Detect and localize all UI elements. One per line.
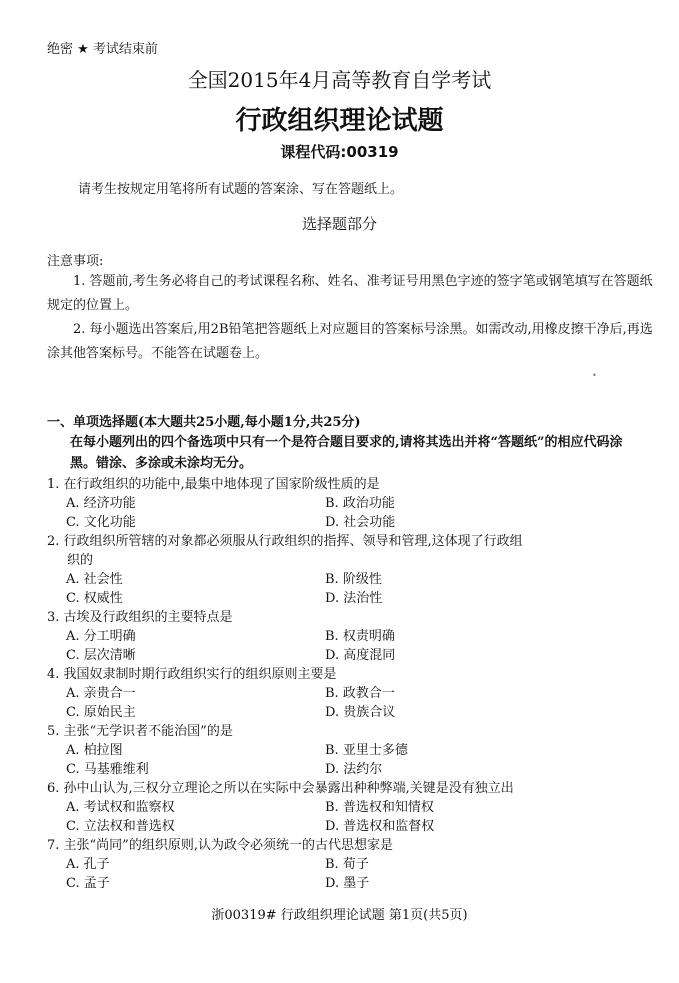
option-a: A. 考试权和监察权 [66,800,175,815]
option-d: D. 法约尔 [325,762,383,777]
notice-item: 2. 每小题选出答案后,用2B铅笔把答题纸上对应题目的答案标号涂黑。如需改动,用橡皮擦干净后,再选涂其他答案标号。不能答在试题卷上。 [47,322,653,361]
option-d: D. 社会功能 [325,515,396,530]
option-c: C. 权威性 [66,591,123,606]
page-footer: 浙00319# 行政组织理论试题 第1页(共5页) [211,908,468,923]
option-a: A. 柏拉图 [66,743,123,758]
option-b: B. 亚里士多德 [325,743,408,758]
option-c: C. 马基雅维利 [66,762,149,777]
question-stem: 1. 在行政组织的功能中,最集中地体现了国家阶级性质的是 [47,477,380,492]
option-c: C. 孟子 [66,876,110,891]
option-c: C. 文化功能 [66,515,136,530]
option-b: B. 政治功能 [325,496,395,511]
option-b: B. 权责明确 [325,629,395,644]
question-stem: 6. 孙中山认为,三权分立理论之所以在实际中会暴露出种种弊端,关键是没有独立出 [47,781,514,796]
question-stem: 4. 我国奴隶制时期行政组织实行的组织原则主要是 [47,667,337,682]
option-d: D. 贵族合议 [325,705,396,720]
option-d: D. 普选权和监督权 [325,819,435,834]
section-directions: 在每小题列出的四个备选项中只有一个是符合题目要求的,请将其选出并将“答题纸”的相应代码涂黑。错涂、多涂或未涂均无分。 [70,435,623,471]
option-d: D. 墨子 [325,876,370,891]
option-a: A. 分工明确 [66,629,136,644]
option-b: B. 荀子 [325,857,369,872]
subject-title: 行政组织理论试题 [235,106,444,136]
option-d: D. 法治性 [325,591,383,606]
notice-heading: 注意事项: [47,254,104,269]
exam-title: 全国2015年4月高等教育自学考试 [187,68,492,92]
option-c: C. 层次清晰 [66,648,136,663]
question-stem: 7. 主张“尚同”的组织原则,认为政令必须统一的古代思想家是 [47,838,393,853]
option-a: A. 孔子 [66,857,110,872]
instruction-text: 请考生按规定用笔将所有试题的答案涂、写在答题纸上。 [78,182,404,197]
option-a: A. 社会性 [66,572,123,587]
option-b: B. 政教合一 [325,686,395,701]
course-code: 课程代码:00319 [280,143,399,161]
option-b: B. 阶级性 [325,572,382,587]
question-stem: 2. 行政组织所管辖的对象都必须服从行政组织的指挥、领导和管理,这体现了行政组 [47,534,523,549]
part-title: 选择题部分 [301,215,377,233]
section-heading: 一、单项选择题(本大题共25小题,每小题1分,共25分) [47,415,361,430]
scan-speck: • [592,371,597,380]
option-d: D. 高度混同 [325,648,396,663]
notice-item: 1. 答题前,考生务必将自己的考试课程名称、姓名、准考证号用黑色字迹的签字笔或钢笔填写在答题纸规定的位置上。 [47,274,653,313]
option-b: B. 普选权和知情权 [325,800,434,815]
question-stem: 5. 主张“无学识者不能治国”的是 [47,724,233,739]
option-c: C. 原始民主 [66,705,136,720]
option-a: A. 亲贵合一 [66,686,136,701]
question-stem: 3. 古埃及行政组织的主要特点是 [47,610,233,625]
secrecy-label: 绝密 ★ 考试结束前 [47,42,158,57]
option-c: C. 立法权和普选权 [66,819,175,834]
option-a: A. 经济功能 [66,496,136,511]
question-stem-cont: 织的 [67,553,94,568]
